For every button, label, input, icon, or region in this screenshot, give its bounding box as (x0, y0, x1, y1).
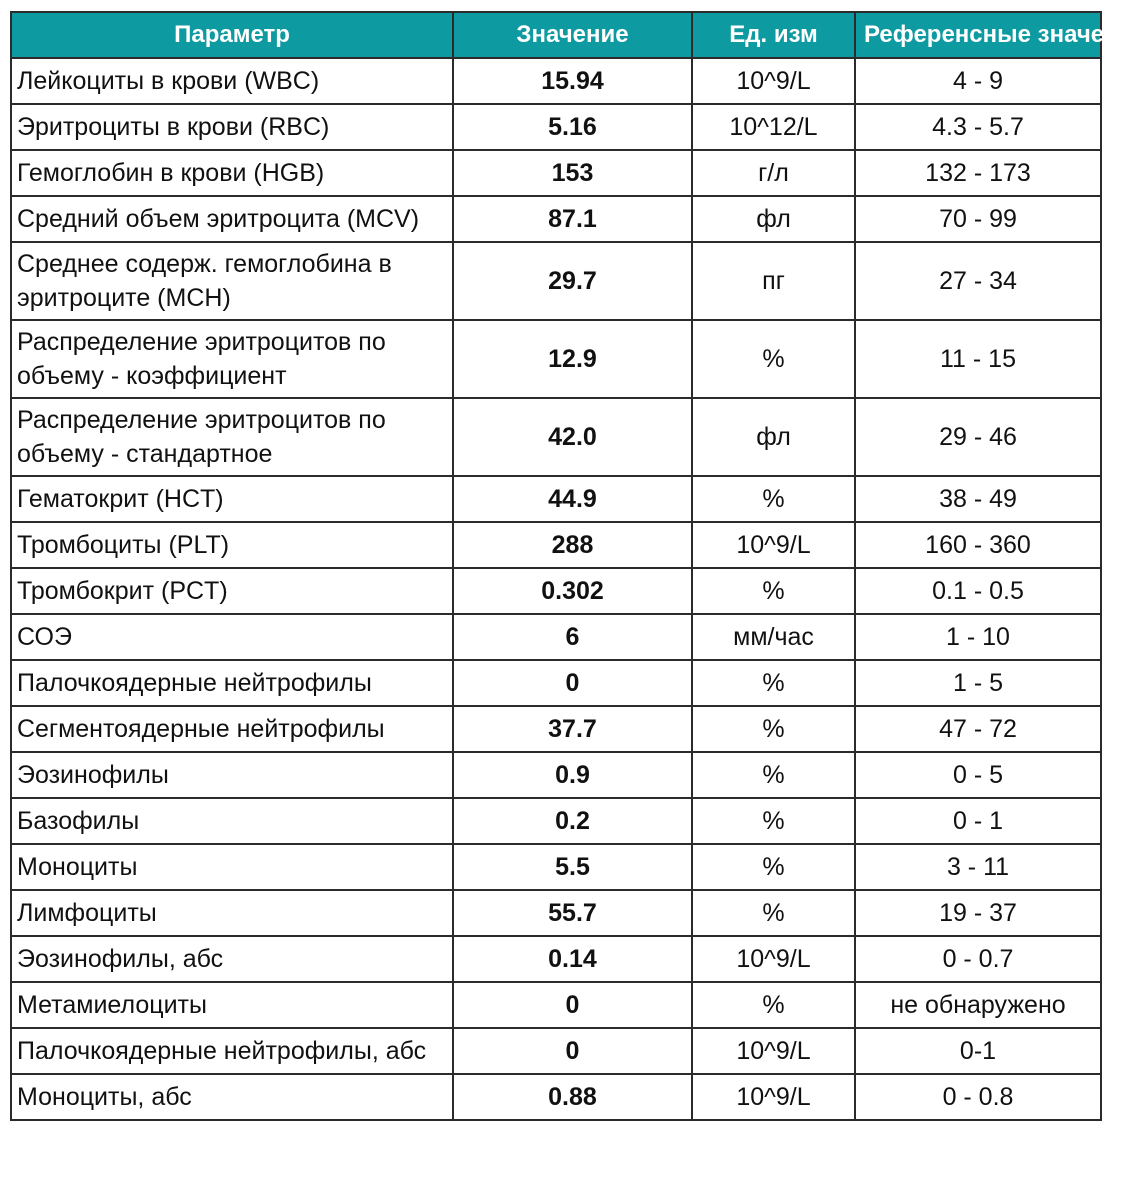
value-cell: 29.7 (453, 242, 692, 320)
reference-range-cell: 4 - 9 (855, 58, 1101, 104)
unit-cell: % (692, 798, 855, 844)
header-unit: Ед. изм (692, 12, 855, 58)
reference-range-cell: 0 - 0.7 (855, 936, 1101, 982)
value-cell: 0.88 (453, 1074, 692, 1120)
parameter-cell: Гемоглобин в крови (HGB) (11, 150, 453, 196)
value-cell: 288 (453, 522, 692, 568)
parameter-cell: Эритроциты в крови (RBC) (11, 104, 453, 150)
table-row (11, 104, 1101, 150)
table-row (11, 398, 1101, 476)
table-row (11, 890, 1101, 936)
parameter-cell: Тромбоциты (PLT) (11, 522, 453, 568)
unit-cell: 10^9/L (692, 58, 855, 104)
table-row (11, 752, 1101, 798)
parameter-cell: Моноциты, абс (11, 1074, 453, 1120)
value-cell: 55.7 (453, 890, 692, 936)
unit-cell: 10^12/L (692, 104, 855, 150)
reference-range-cell: 132 - 173 (855, 150, 1101, 196)
unit-cell: фл (692, 196, 855, 242)
value-cell: 5.5 (453, 844, 692, 890)
table-row (11, 706, 1101, 752)
parameter-cell: Базофилы (11, 798, 453, 844)
table-row (11, 936, 1101, 982)
reference-range-cell: 38 - 49 (855, 476, 1101, 522)
table-row (11, 476, 1101, 522)
header-row (11, 12, 1101, 58)
table-row (11, 568, 1101, 614)
table-row (11, 844, 1101, 890)
table-row (11, 1028, 1101, 1074)
parameter-cell: Гематокрит (HCT) (11, 476, 453, 522)
unit-cell: % (692, 752, 855, 798)
value-cell: 0 (453, 660, 692, 706)
value-cell: 42.0 (453, 398, 692, 476)
table-row (11, 982, 1101, 1028)
reference-range-cell: 1 - 10 (855, 614, 1101, 660)
reference-range-cell: 0 - 5 (855, 752, 1101, 798)
reference-range-cell: не обнаружено (855, 982, 1101, 1028)
table-row (11, 660, 1101, 706)
reference-range-cell: 29 - 46 (855, 398, 1101, 476)
unit-cell: % (692, 982, 855, 1028)
parameter-cell: Палочкоядерные нейтрофилы (11, 660, 453, 706)
unit-cell: 10^9/L (692, 522, 855, 568)
header-reference: Референсные значения (864, 21, 1147, 48)
reference-range-cell: 160 - 360 (855, 522, 1101, 568)
table-row (11, 1074, 1101, 1120)
table-header (11, 12, 1147, 58)
reference-range-cell: 11 - 15 (855, 320, 1101, 398)
header-parameter: Параметр (11, 12, 453, 58)
table-row (11, 522, 1101, 568)
table-row (11, 798, 1101, 844)
value-cell: 0.14 (453, 936, 692, 982)
parameter-cell: Моноциты (11, 844, 453, 890)
parameter-cell: Сегментоядерные нейтрофилы (11, 706, 453, 752)
reference-range-cell: 0-1 (855, 1028, 1101, 1074)
table-body (11, 58, 1101, 1120)
value-cell: 0.2 (453, 798, 692, 844)
reference-range-cell: 1 - 5 (855, 660, 1101, 706)
reference-range-cell: 19 - 37 (855, 890, 1101, 936)
table-row (11, 320, 1101, 398)
reference-range-cell: 0 - 0.8 (855, 1074, 1101, 1120)
parameter-cell: Эозинофилы, абс (11, 936, 453, 982)
unit-cell: % (692, 844, 855, 890)
reference-range-cell: 3 - 11 (855, 844, 1101, 890)
value-cell: 0 (453, 1028, 692, 1074)
value-cell: 6 (453, 614, 692, 660)
reference-range-cell: 0 - 1 (855, 798, 1101, 844)
table-row (11, 614, 1101, 660)
table-row (11, 150, 1101, 196)
table-row (11, 196, 1101, 242)
reference-range-cell: 27 - 34 (855, 242, 1101, 320)
parameter-cell: СОЭ (11, 614, 453, 660)
reference-range-cell: 0.1 - 0.5 (855, 568, 1101, 614)
value-cell: 0 (453, 982, 692, 1028)
parameter-cell: Средний объем эритроцита (MCV) (11, 196, 453, 242)
header-value: Значение (453, 12, 692, 58)
reference-range-cell: 47 - 72 (855, 706, 1101, 752)
unit-cell: 10^9/L (692, 1074, 855, 1120)
header-reference-cell (855, 12, 1147, 58)
value-cell: 0.9 (453, 752, 692, 798)
unit-cell: % (692, 320, 855, 398)
parameter-cell: Лимфоциты (11, 890, 453, 936)
table-row (11, 58, 1101, 104)
unit-cell: % (692, 568, 855, 614)
value-cell: 5.16 (453, 104, 692, 150)
value-cell: 153 (453, 150, 692, 196)
unit-cell: % (692, 890, 855, 936)
value-cell: 15.94 (453, 58, 692, 104)
unit-cell: фл (692, 398, 855, 476)
value-cell: 44.9 (453, 476, 692, 522)
value-cell: 37.7 (453, 706, 692, 752)
blood-test-results-table (10, 11, 1147, 1121)
parameter-cell: Распределение эритроцитов по объему - стандартное (11, 398, 453, 476)
parameter-cell: Среднее содерж. гемоглобина в эритроците (MCH) (11, 242, 453, 320)
parameter-cell: Лейкоциты в крови (WBC) (11, 58, 453, 104)
parameter-cell: Тромбокрит (PCT) (11, 568, 453, 614)
value-cell: 0.302 (453, 568, 692, 614)
unit-cell: 10^9/L (692, 936, 855, 982)
parameter-cell: Палочкоядерные нейтрофилы, абс (11, 1028, 453, 1074)
unit-cell: г/л (692, 150, 855, 196)
parameter-cell: Распределение эритроцитов по объему - коэффициент (11, 320, 453, 398)
value-cell: 87.1 (453, 196, 692, 242)
unit-cell: % (692, 660, 855, 706)
reference-range-cell: 4.3 - 5.7 (855, 104, 1101, 150)
unit-cell: % (692, 476, 855, 522)
reference-range-cell: 70 - 99 (855, 196, 1101, 242)
unit-cell: 10^9/L (692, 1028, 855, 1074)
value-cell: 12.9 (453, 320, 692, 398)
unit-cell: пг (692, 242, 855, 320)
unit-cell: % (692, 706, 855, 752)
parameter-cell: Эозинофилы (11, 752, 453, 798)
table-row (11, 242, 1101, 320)
parameter-cell: Метамиелоциты (11, 982, 453, 1028)
unit-cell: мм/час (692, 614, 855, 660)
